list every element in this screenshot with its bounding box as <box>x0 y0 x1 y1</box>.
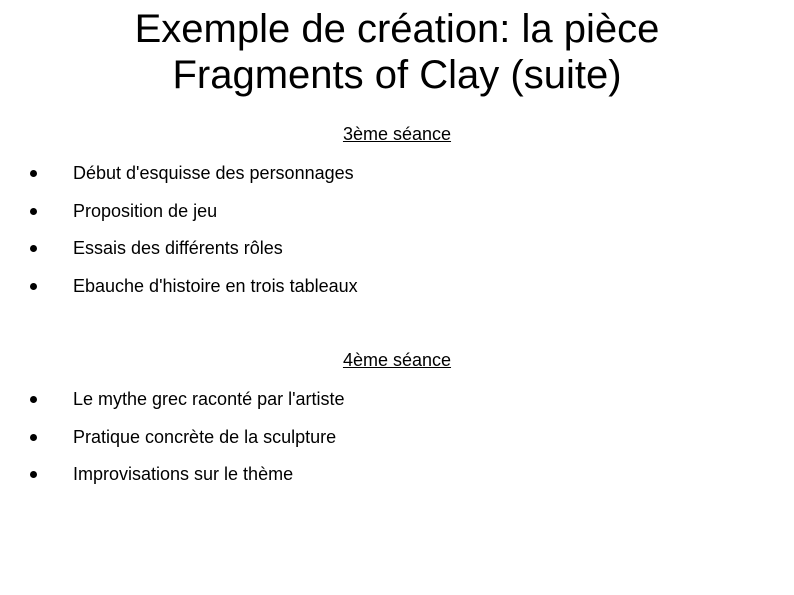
bullet-dot-icon <box>30 396 37 403</box>
bullet-dot-icon <box>30 283 37 290</box>
bullet-dot-icon <box>30 434 37 441</box>
list-item <box>0 426 345 464</box>
section-heading-4eme-seance: 4ème séance <box>342 350 452 370</box>
slide-title <box>0 6 794 98</box>
list-item-text: Début d'esquisse des personnages <box>73 163 354 183</box>
bullet-dot-icon <box>30 170 37 177</box>
list-item-text: Proposition de jeu <box>73 200 218 221</box>
list-item <box>0 275 358 313</box>
bullet-dot-icon <box>30 208 37 215</box>
list-item-text: Pratique concrète de la sculpture <box>73 426 337 447</box>
list-item <box>0 200 358 238</box>
list-item <box>0 237 358 275</box>
bullet-list-4eme-seance <box>0 388 345 501</box>
bullet-list-3eme-seance <box>0 162 358 312</box>
list-item <box>0 388 345 426</box>
bullet-dot-icon <box>30 471 37 478</box>
list-item-text: Le mythe grec raconté par l'artiste <box>73 389 345 409</box>
list-item-text: Improvisations sur le thème <box>73 464 294 484</box>
list-item-text: Ebauche d'histoire en trois tableaux <box>73 275 358 296</box>
slide-title-line-1: Exemple de création: la pièce <box>134 7 660 51</box>
section-heading-3eme-seance: 3ème séance <box>342 124 452 144</box>
list-item-text: Essais des différents rôles <box>73 238 283 258</box>
list-item <box>0 162 358 200</box>
bullet-dot-icon <box>30 245 37 252</box>
list-item <box>0 463 345 501</box>
slide-title-line-2: Fragments of Clay (suite) <box>172 53 622 97</box>
